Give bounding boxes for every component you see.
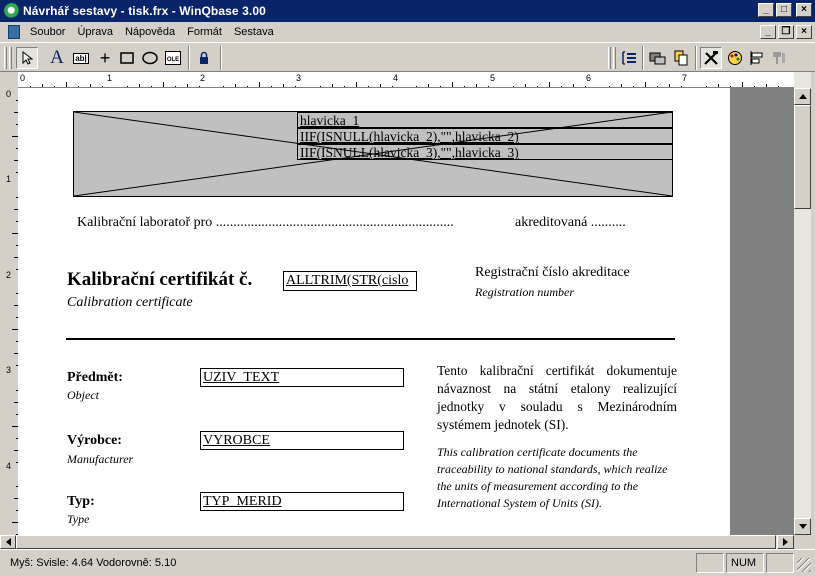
title-bar — [0, 0, 815, 22]
status-cell-empty — [696, 553, 724, 573]
lab-line-right[interactable]: akreditovaná .......... — [515, 215, 626, 230]
scroll-left-button[interactable] — [0, 535, 16, 549]
ruler-label-3: 3 — [296, 73, 302, 83]
tools-button[interactable] — [700, 47, 722, 69]
ruler-label-7: 7 — [682, 73, 688, 83]
lock-button[interactable] — [193, 47, 215, 69]
mdi-restore-button[interactable]: ❐ — [778, 25, 794, 39]
ole-icon: OLE — [165, 51, 181, 65]
horizontal-scroll-thumb[interactable] — [16, 535, 776, 549]
field-tool-button[interactable] — [70, 47, 92, 69]
status-bar — [0, 549, 815, 576]
manufacturer-sublabel[interactable]: Manufacturer — [67, 452, 134, 466]
vruler-label-4: 4 — [6, 461, 12, 471]
scrollbar-corner — [794, 535, 815, 549]
ruler-label-6: 6 — [586, 73, 592, 83]
data-environment-icon — [620, 50, 638, 66]
arrow-up-icon — [799, 94, 807, 99]
window-title: Návrhář sestavy - tisk.frx - WinQbase 3.00 — [23, 4, 266, 18]
toolbar-separator — [695, 46, 697, 70]
line-tool-icon: + — [99, 47, 111, 68]
scroll-right-button[interactable] — [777, 535, 794, 549]
copy-icon — [673, 50, 689, 66]
tools-icon — [703, 50, 719, 66]
vruler-label-3: 3 — [6, 365, 12, 375]
arrow-down-icon — [799, 524, 807, 529]
scroll-up-button[interactable] — [794, 88, 811, 105]
design-area[interactable] — [18, 88, 794, 535]
header-field-1[interactable]: hlavicka_1 — [297, 112, 673, 128]
cert-subtitle[interactable]: Calibration certificate — [67, 295, 193, 310]
horizontal-ruler — [18, 72, 800, 88]
rectangle-icon — [119, 51, 135, 65]
format-painter-icon — [771, 50, 787, 66]
menu-sestava[interactable]: Sestava — [233, 26, 274, 38]
cz-paragraph[interactable]: Tento kalibrační certifikát dokumentuje návaznost na státní etalony realizující jednotky v souladu s Mezinárodním systémem jednotek (SI). — [437, 363, 677, 432]
menu-soubor[interactable]: Soubor — [30, 26, 66, 38]
status-num-lock: NUM — [726, 553, 764, 573]
registration-sublabel[interactable]: Registration number — [475, 285, 574, 299]
mdi-minimize-button[interactable]: _ — [760, 25, 776, 39]
toolbar — [0, 42, 815, 72]
ruler-label-0: 0 — [20, 73, 26, 83]
menu-format[interactable]: Formát — [187, 26, 222, 38]
lab-line-left[interactable]: Kalibrační laboratoř pro .................................................................... — [77, 215, 454, 230]
ruler-label-4: 4 — [393, 73, 399, 83]
section-divider[interactable] — [66, 338, 675, 340]
ruler-label-1: 1 — [107, 73, 113, 83]
preview-icon — [649, 50, 667, 66]
en-paragraph[interactable]: This calibration certificate documents the traceability to national standards, which realize the units of measurement according to the International System of Units (SI). — [437, 445, 668, 510]
data-environment-button[interactable] — [618, 47, 640, 69]
subject-label[interactable]: Předmět: — [67, 370, 123, 385]
scroll-down-button[interactable] — [794, 518, 811, 535]
type-field[interactable]: TYP_MERID — [200, 492, 404, 511]
field-tool-icon: ab| — [75, 53, 87, 63]
minimize-button[interactable]: _ — [758, 3, 774, 17]
vruler-label-0: 0 — [6, 89, 12, 99]
ole-tool-button[interactable] — [162, 47, 184, 69]
horizontal-scrollbar[interactable] — [0, 535, 794, 549]
ellipse-icon — [141, 51, 159, 65]
resize-grip-icon[interactable] — [797, 558, 811, 572]
toolbar-grip[interactable] — [9, 47, 12, 69]
type-sublabel[interactable]: Type — [67, 512, 90, 526]
registration-label[interactable]: Registrační číslo akreditace — [475, 265, 630, 280]
report-page[interactable] — [18, 88, 730, 535]
ruler-label-2: 2 — [200, 73, 206, 83]
vertical-ruler — [0, 88, 18, 535]
vertical-scrollbar[interactable] — [794, 72, 811, 535]
maximize-button[interactable]: □ — [776, 3, 792, 17]
text-tool-button[interactable] — [46, 47, 68, 69]
vruler-label-2: 2 — [6, 270, 12, 280]
pointer-icon — [21, 51, 33, 65]
app-icon[interactable] — [4, 3, 20, 19]
toolbar-separator — [188, 46, 190, 70]
menu-napoveda[interactable]: Nápověda — [124, 26, 176, 38]
text-tool-icon: A — [50, 47, 64, 68]
preview-button[interactable] — [647, 47, 669, 69]
close-button[interactable]: × — [796, 3, 812, 17]
palette-icon — [727, 50, 743, 66]
ruler-corner — [0, 72, 18, 88]
toolbar-grip[interactable] — [4, 47, 7, 69]
layout-icon — [749, 50, 765, 66]
subject-sublabel[interactable]: Object — [67, 388, 99, 402]
line-tool-button[interactable] — [94, 47, 116, 69]
menu-bar — [0, 22, 815, 42]
menu-uprava[interactable]: Úprava — [77, 26, 113, 38]
rectangle-tool-button[interactable] — [116, 47, 138, 69]
manufacturer-field[interactable]: VYROBCE — [200, 431, 404, 450]
layout-button[interactable] — [746, 47, 768, 69]
toolbar-grip[interactable] — [613, 47, 616, 69]
document-icon[interactable] — [8, 25, 20, 39]
subject-field[interactable]: UZIV_TEXT — [200, 368, 404, 387]
header-field-2[interactable]: IIF(ISNULL(hlavicka_2),"",hlavicka_2) — [297, 128, 673, 144]
arrow-left-icon — [6, 538, 11, 546]
mdi-close-button[interactable]: × — [796, 25, 812, 39]
ellipse-tool-button[interactable] — [139, 47, 161, 69]
status-coordinates: Myš: Svisle: 4.64 Vodorovně: 5.10 — [10, 557, 177, 569]
vertical-scroll-thumb[interactable] — [794, 105, 811, 209]
format-painter-button[interactable] — [768, 47, 790, 69]
cert-number-field[interactable]: ALLTRIM(STR(cislo — [283, 271, 417, 291]
pointer-tool-button[interactable] — [16, 47, 38, 69]
vruler-label-1: 1 — [6, 174, 12, 184]
toolbar-grip[interactable] — [608, 47, 611, 69]
type-label[interactable]: Typ: — [67, 494, 95, 509]
header-field-3[interactable]: IIF(ISNULL(hlavicka_3),"",hlavicka_3) — [297, 144, 673, 160]
copy-button[interactable] — [670, 47, 692, 69]
toolbar-separator — [642, 46, 644, 70]
lock-icon — [198, 51, 210, 65]
status-cell-empty-2 — [766, 553, 794, 573]
manufacturer-label[interactable]: Výrobce: — [67, 433, 122, 448]
ruler-label-5: 5 — [490, 73, 496, 83]
arrow-right-icon — [783, 538, 788, 546]
toolbar-separator — [220, 46, 222, 70]
cert-title[interactable]: Kalibrační certifikát č. — [67, 269, 253, 290]
color-palette-button[interactable] — [724, 47, 746, 69]
